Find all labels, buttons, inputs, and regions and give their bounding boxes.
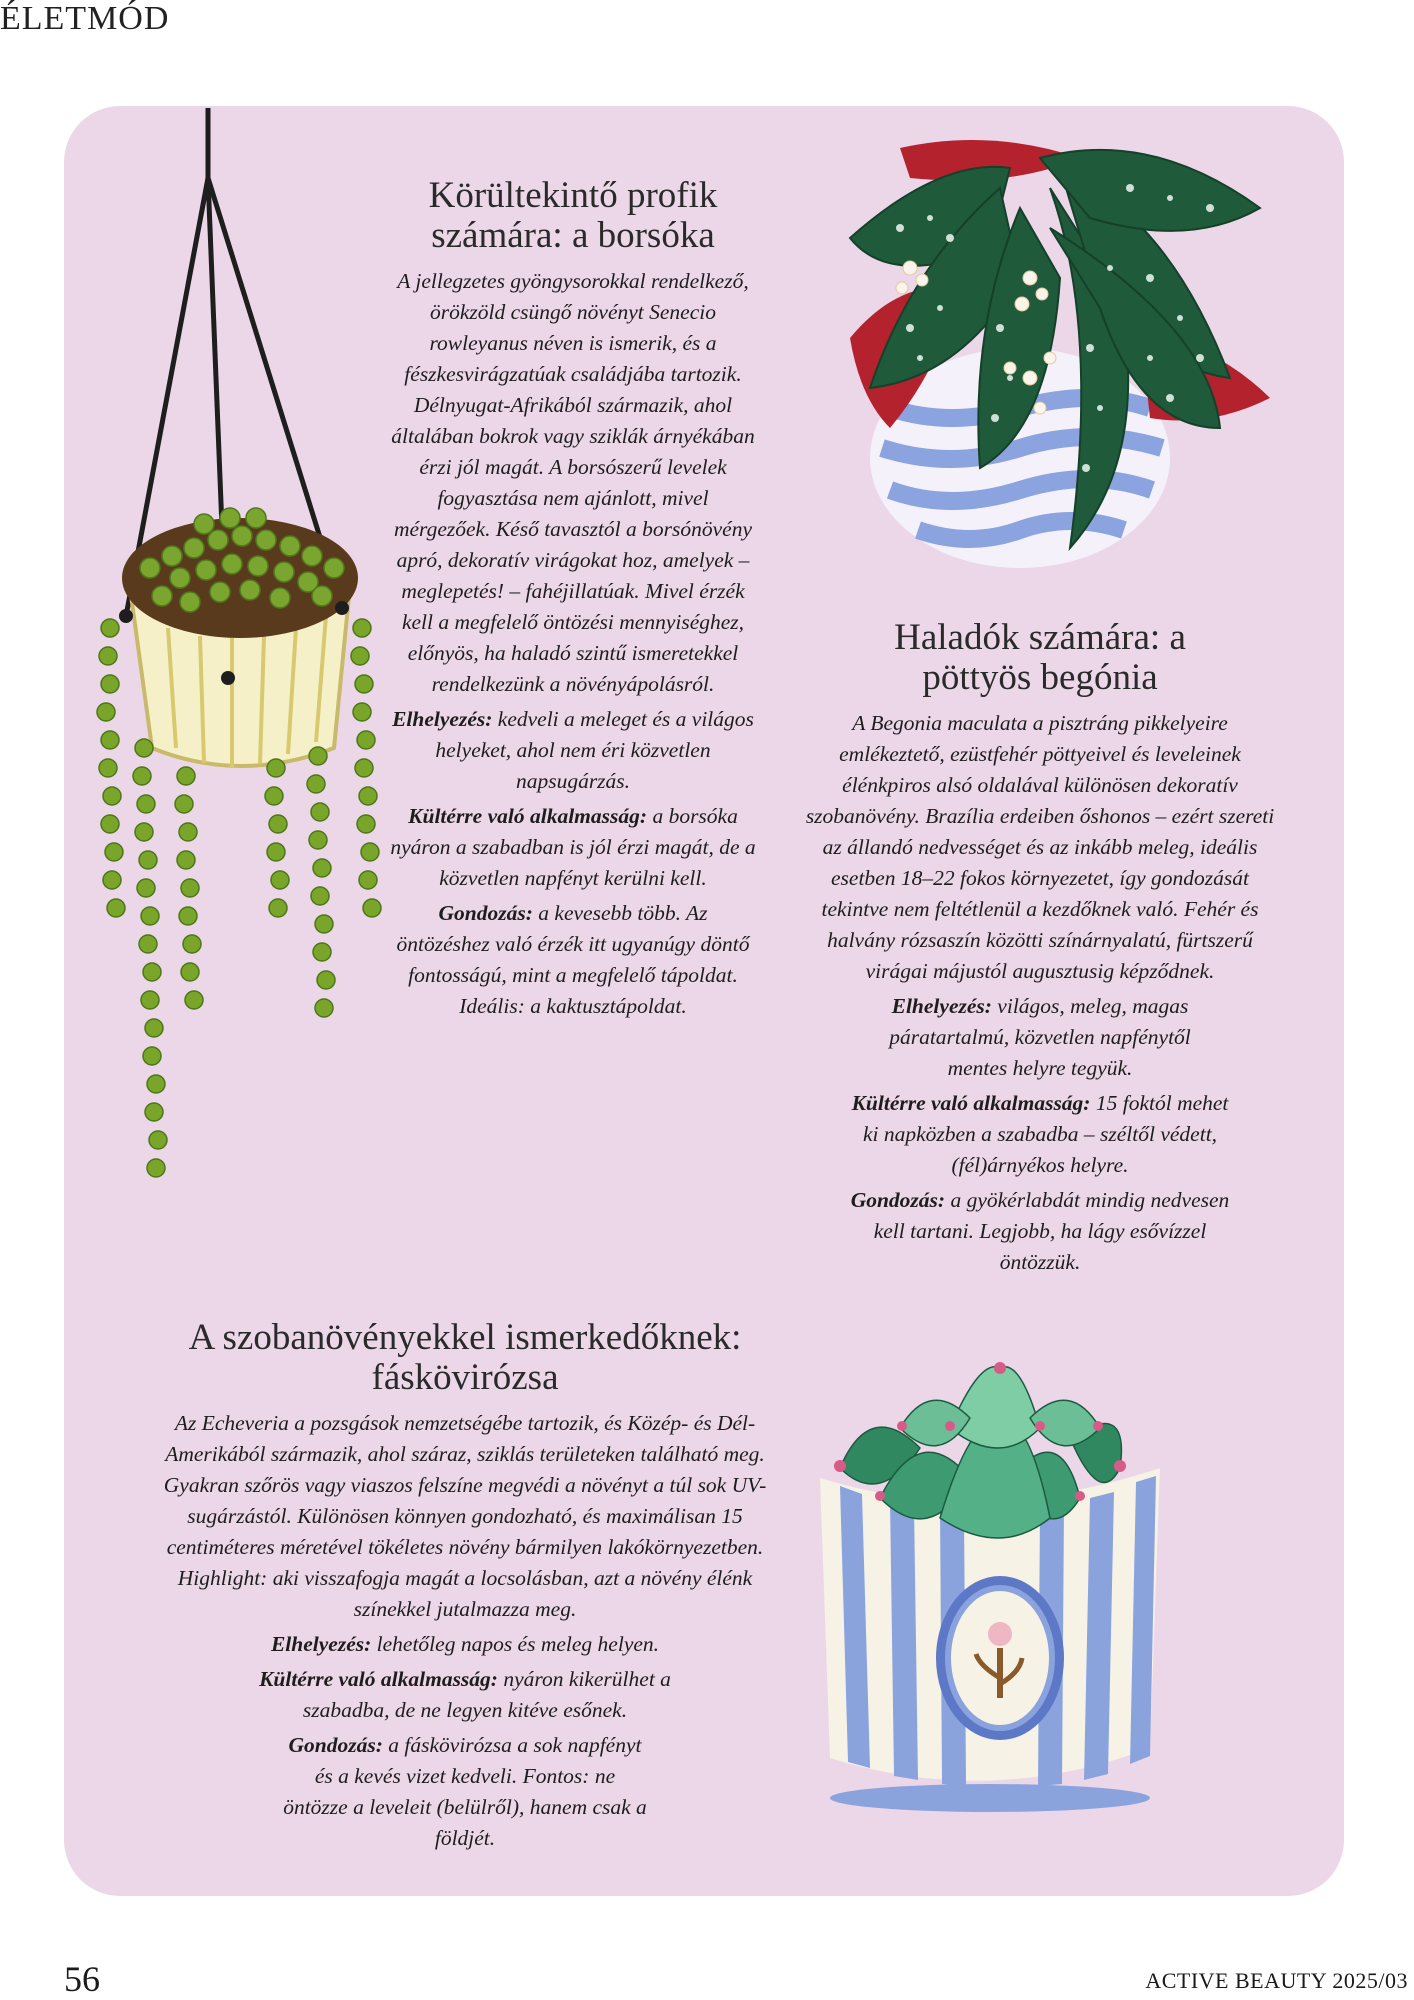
article-begonia-intro: A Begonia maculata a pisztráng pikkelyeire emlékeztető, ezüstfehér pöttyeivel és leveleinek élénkpiros alsó oldalával különösen dekoratív szobanövény. Brazília erdeiben őshonos – ezért szereti az állandó nedvességet és az inkább meleg, ideális esetben 18–22 fokos környezetet, így gondozását tekintve nem feltétlenül a kezdőknek való. Fehér és halvány rózsaszín közötti színárnyalatú, fürtszerű virágai májustól augusztusig képződnek. (805, 711, 1275, 983)
article-echeveria-title: A szobanövényekkel ismerkedőknek: fáskövirózsa (188, 1317, 742, 1398)
article-echeveria-placement (150, 1629, 780, 1660)
care-label: Gondozás: (438, 901, 533, 925)
echeveria-succulent-illustration (800, 1358, 1180, 1818)
article-borsoka-outdoor (390, 801, 756, 894)
placement-text: lehetőleg napos és meleg helyen. (371, 1632, 660, 1656)
outdoor-text: 15 foktól mehet ki napközben a szabadba – széltől védett, (fél)árnyékos helyre. (862, 1091, 1229, 1177)
article-begonia (800, 618, 1280, 1278)
placement-text: világos, meleg, magas páratartalmú, közvetlen napfénytől mentes helyre tegyük. (889, 994, 1191, 1080)
outdoor-label: Kültérre való alkalmasság: (851, 1091, 1091, 1115)
article-begonia-outdoor (800, 1088, 1280, 1181)
outdoor-text: a borsóka nyáron a szabadban is jól érzi magát, de a közvetlen napfényt kerülni kell. (390, 804, 756, 890)
placement-label: Elhelyezés: (891, 994, 992, 1018)
article-borsoka-care (390, 898, 756, 1022)
article-borsoka-placement (390, 704, 756, 797)
section-title: ÉLETMÓD (0, 0, 170, 37)
page-number: 56 (64, 1959, 100, 1999)
article-echeveria-outdoor (150, 1664, 780, 1726)
article-begonia-care (800, 1185, 1280, 1278)
care-text: a gyökérlabdát mindig nedvesen kell tartani. Legjobb, ha lágy esővízzel öntözzük. (873, 1188, 1230, 1274)
article-echeveria-care (150, 1730, 780, 1854)
placement-label: Elhelyezés: (392, 707, 493, 731)
article-echeveria (150, 1318, 780, 1854)
hanging-string-of-pearls-illustration (90, 108, 390, 1198)
article-borsoka (390, 176, 756, 1022)
article-begonia-placement (800, 991, 1280, 1084)
article-begonia-title: Haladók számára: a pöttyös begónia (894, 617, 1186, 698)
article-borsoka-intro: A jellegzetes gyöngysorokkal rendelkező, örökzöld csüngő növényt Senecio rowleyanus néven is ismerik, és a fészkesvirágzatúak családjába tartozik. Délnyugat-Afrikából származik, ahol általában bokrok vagy sziklák árnyékában érzi jól magát. A borsószerű levelek fogyasztása nem ajánlott, mivel mérgezőek. Késő tavasztól a borsónövény apró, dekoratív virágokat hoz, amelyek – meglepetés! – fahéjillatúak. Mivel érzék kell a megfelelő öntözési mennyiséghez, előnyös, ha haladó szintű ismeretekkel rendelkezünk a növényápolásról. (391, 269, 755, 696)
outdoor-label: Kültérre való alkalmasság: (408, 804, 648, 828)
outdoor-label: Kültérre való alkalmasság: (259, 1667, 498, 1691)
care-text: a kevesebb több. Az öntözéshez való érzék itt ugyanúgy döntő fontosságú, mint a megfelelő tápoldat. Ideális: a kaktusztápoldat. (396, 901, 750, 1018)
magazine-issue: ACTIVE BEAUTY 2025/03 (1145, 1968, 1408, 1993)
polka-dot-begonia-illustration (790, 128, 1290, 598)
outdoor-text: nyáron kikerülhet a szabadba, de ne legyen kitéve esőnek. (302, 1667, 671, 1722)
care-label: Gondozás: (850, 1188, 946, 1212)
article-echeveria-intro: Az Echeveria a pozsgások nemzetségébe tartozik, és Közép- és Dél-Amerikából származik, ahol száraz, sziklás területeken található meg. Gyakran szőrös vagy viaszos felszíne megvédi a növényt a túl sok UV-sugárzástól. Különösen könnyen gondozható, és maximálisan 15 centiméteres méretével tökéletes növény bármilyen lakókörnyezetben. Highlight: aki visszafogja magát a locsolásban, azt a növény élénk színekkel jutalmazza meg. (163, 1411, 767, 1621)
placement-label: Elhelyezés: (270, 1632, 372, 1656)
care-text: a fáskövirózsa a sok napfényt és a kevés vizet kedveli. Fontos: ne öntözze a leveleit (belülről), hanem csak a földjét. (283, 1733, 647, 1850)
care-label: Gondozás: (288, 1733, 383, 1757)
article-borsoka-title: Körültekintő profik számára: a borsóka (428, 175, 718, 256)
placement-text: kedveli a meleget és a világos helyeket, ahol nem éri közvetlen napsugárzás. (435, 707, 754, 793)
